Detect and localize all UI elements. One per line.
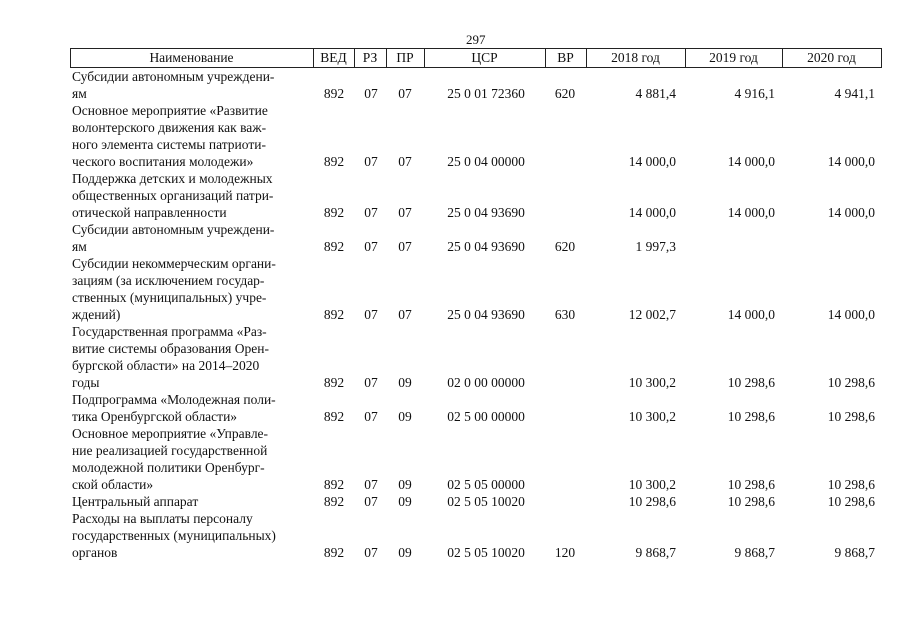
table-row — [0, 323, 905, 391]
cell-ved: 892 — [323, 477, 345, 492]
header-y2019: 2019 год — [709, 50, 758, 65]
cell-pr: 07 — [398, 154, 412, 169]
cell-2018: 10 300,2 — [628, 375, 676, 390]
cell-2018: 9 868,7 — [635, 545, 676, 560]
row-name: Субсидии автономным учреждени- ям — [72, 222, 275, 254]
cell-2018: 4 881,4 — [635, 86, 676, 101]
header-y2020: 2020 год — [807, 50, 856, 65]
row-name: Субсидии некоммерческим органи- зациям (за исключением государ- ственных (муниципальных) учре- ждений) — [72, 256, 276, 322]
table-row — [0, 102, 905, 170]
cell-pr: 07 — [398, 307, 412, 322]
cell-2019: 14 000,0 — [727, 154, 775, 169]
table-row — [0, 170, 905, 221]
row-name: Подпрограмма «Молодежная поли- тика Оренбургской области» — [72, 392, 276, 424]
header-name: Наименование — [149, 50, 234, 65]
cell-pr: 07 — [398, 239, 412, 254]
row-name: Основное мероприятие «Развитие волонтерского движения как важ- ного элемента системы патриоти- ческого воспитания молодежи» — [72, 103, 268, 169]
cell-csr: 25 0 01 72360 — [447, 86, 525, 101]
cell-2020: 14 000,0 — [827, 307, 875, 322]
cell-csr: 02 5 00 00000 — [447, 409, 525, 424]
cell-csr: 25 0 04 93690 — [447, 239, 525, 254]
cell-vr: 630 — [554, 307, 576, 322]
cell-2020: 10 298,6 — [827, 477, 875, 492]
cell-rz: 07 — [364, 307, 378, 322]
header-pr: ПР — [396, 50, 414, 65]
cell-pr: 07 — [398, 205, 412, 220]
cell-2018: 10 300,2 — [628, 409, 676, 424]
cell-2018: 10 300,2 — [628, 477, 676, 492]
cell-ved: 892 — [323, 375, 345, 390]
cell-2018: 14 000,0 — [628, 154, 676, 169]
header-vr: ВР — [557, 50, 574, 65]
cell-pr: 09 — [398, 494, 412, 509]
row-name: Поддержка детских и молодежных общественных организаций патри- отической направленности — [72, 171, 274, 220]
cell-2020: 10 298,6 — [827, 409, 875, 424]
cell-2018: 1 997,3 — [635, 239, 676, 254]
cell-rz: 07 — [364, 409, 378, 424]
cell-2020: 4 941,1 — [834, 86, 875, 101]
table-row — [0, 425, 905, 493]
cell-2019: 10 298,6 — [727, 409, 775, 424]
cell-csr: 25 0 04 93690 — [447, 307, 525, 322]
cell-2019: 4 916,1 — [734, 86, 775, 101]
cell-csr: 02 0 00 00000 — [447, 375, 525, 390]
row-name: Центральный аппарат — [72, 494, 199, 509]
cell-2019: 10 298,6 — [727, 477, 775, 492]
header-rz: РЗ — [362, 50, 378, 65]
page-number: 297 — [466, 32, 486, 47]
cell-vr: 620 — [554, 86, 576, 101]
cell-ved: 892 — [323, 86, 345, 101]
header-ved: ВЕД — [320, 50, 347, 65]
cell-rz: 07 — [364, 86, 378, 101]
cell-csr: 25 0 04 93690 — [447, 205, 525, 220]
cell-ved: 892 — [323, 545, 345, 560]
cell-2018: 14 000,0 — [628, 205, 676, 220]
header-csr: ЦСР — [471, 50, 498, 65]
header-col-separator — [881, 48, 882, 67]
cell-rz: 07 — [364, 494, 378, 509]
table-row — [0, 493, 905, 510]
cell-2019: 10 298,6 — [727, 375, 775, 390]
cell-pr: 09 — [398, 409, 412, 424]
cell-2020: 14 000,0 — [827, 154, 875, 169]
table-row — [0, 391, 905, 425]
cell-pr: 09 — [398, 477, 412, 492]
cell-rz: 07 — [364, 375, 378, 390]
cell-csr: 02 5 05 00000 — [447, 477, 525, 492]
cell-ved: 892 — [323, 307, 345, 322]
cell-2018: 10 298,6 — [628, 494, 676, 509]
cell-2019: 9 868,7 — [734, 545, 775, 560]
cell-csr: 02 5 05 10020 — [447, 494, 525, 509]
cell-rz: 07 — [364, 545, 378, 560]
cell-ved: 892 — [323, 409, 345, 424]
row-name: Основное мероприятие «Управле- ние реализацией государственной молодежной политики Оренбург- ской области» — [72, 426, 269, 492]
cell-ved: 892 — [323, 154, 345, 169]
cell-pr: 07 — [398, 86, 412, 101]
cell-rz: 07 — [364, 205, 378, 220]
cell-pr: 09 — [398, 375, 412, 390]
row-name: Субсидии автономным учреждени- ям — [72, 69, 275, 101]
cell-2020: 10 298,6 — [827, 375, 875, 390]
table-row — [0, 68, 905, 102]
cell-2019: 10 298,6 — [727, 494, 775, 509]
cell-pr: 09 — [398, 545, 412, 560]
cell-rz: 07 — [364, 239, 378, 254]
cell-2020: 14 000,0 — [827, 205, 875, 220]
cell-2020: 9 868,7 — [834, 545, 875, 560]
cell-vr: 120 — [554, 545, 576, 560]
row-name: Государственная программа «Раз- витие системы образования Орен- бургской области» на 2014–2020 годы — [72, 324, 269, 390]
cell-ved: 892 — [323, 494, 345, 509]
table-row — [0, 510, 905, 561]
table-row — [0, 221, 905, 255]
cell-rz: 07 — [364, 154, 378, 169]
cell-csr: 25 0 04 00000 — [447, 154, 525, 169]
table-row — [0, 255, 905, 323]
header-y2018: 2018 год — [611, 50, 660, 65]
cell-rz: 07 — [364, 477, 378, 492]
cell-2018: 12 002,7 — [628, 307, 676, 322]
cell-csr: 02 5 05 10020 — [447, 545, 525, 560]
cell-ved: 892 — [323, 239, 345, 254]
cell-2019: 14 000,0 — [727, 307, 775, 322]
cell-vr: 620 — [554, 239, 576, 254]
cell-2020: 10 298,6 — [827, 494, 875, 509]
row-name: Расходы на выплаты персоналу государственных (муниципальных) органов — [72, 511, 276, 560]
cell-ved: 892 — [323, 205, 345, 220]
cell-2019: 14 000,0 — [727, 205, 775, 220]
